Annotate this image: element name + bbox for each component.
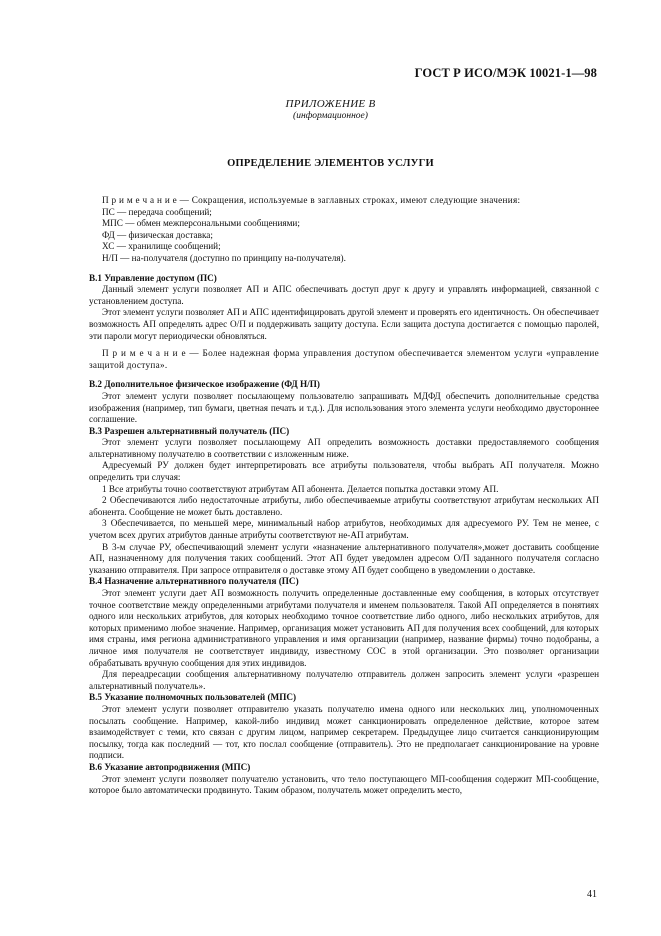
abbrev-item: ФД — физическая доставка;	[102, 229, 213, 240]
paragraph: Для переадресации сообщения альтернативному получателю отправитель должен запросить элемент услуги «разрешен альтернативный получатель».	[89, 669, 599, 691]
paragraph: Этот элемент услуги дает АП возможность получить определенные доставленные ему сообщения, в которых отсутствует точное соответствие между определенными атрибутами получателя и именем пользователя. Такой АП определяется в понятиях одного или нескольких атрибутов, для которых необходимо точное соответствие либо одного, либо нескольких атрибутов, для которых применимо любое значение. Например, организация может установить АП для получения всех сообщений, для которых имя страны, имя региона административного управления и имя организации (например, название фирмы) точно подобраны, а личное имя получателя не соответствует индивиду, известному СОС в этой организации. Это позволяет организации обрабатывать вручную сообщения для этих индивидов.	[89, 588, 599, 668]
section-heading-b4: В.4 Назначение альтернативного получателя (ПС)	[89, 576, 299, 587]
abbrev-item: Н/П — на-получателя (доступно по принципу на-получателя).	[102, 252, 346, 263]
paragraph: Этот элемент услуги позволяет АП и АПС идентифицировать другой элемент и проверять его идентичность. Он обеспечивает возможность АП определять адрес О/П и поддерживать защиту доступа. Если защита доступа достигается с помощью паролей, эти пароли могут периодически обновляться.	[89, 307, 599, 341]
paragraph: Данный элемент услуги позволяет АП и АПС обеспечивать доступ друг к другу и управлять информацией, связанной с установлением доступа.	[89, 284, 599, 306]
section-note: П р и м е ч а н и е — Более надежная форма управления доступом обеспечивается элементом услуги «управление защитой доступа».	[89, 348, 599, 370]
paragraph: Этот элемент услуги позволяет посылающему АП определить возможность доставки предоставляемого сообщения альтернативному получателю в соответствии с изложенным ниже.	[89, 437, 599, 459]
page-title: ОПРЕДЕЛЕНИЕ ЭЛЕМЕНТОВ УСЛУГИ	[227, 158, 434, 169]
case-item: 1 Все атрибуты точно соответствуют атрибутам АП абонента. Делается попытка доставки этому АП.	[102, 483, 499, 494]
section-heading-b6: В.6 Указание автопродвижения (МПС)	[89, 761, 251, 772]
paragraph: В 3-м случае РУ, обеспечивающий элемент услуги «назначение альтернативного получателя»,может доставить сообщение АП, назначенному для получения таких сообщений. Этот АП будет уведомлен адресом О/П заданного получателя согласно указанию отправителя. При запросе отправителя о доставке этому АП будет сообщено в уведомлении о доставке.	[89, 541, 599, 575]
section-heading-b3: В.3 Разрешен альтернативный получатель (ПС)	[89, 425, 290, 436]
paragraph: Адресуемый РУ должен будет интерпретировать все атрибуты пользователя, чтобы выбрать АП получателя. Можно определить три случая:	[89, 460, 599, 483]
section-heading-b5: В.5 Указание полномочных пользователей (МПС)	[89, 692, 297, 703]
paragraph: Этот элемент услуги позволяет посылающему пользователю запрашивать МДФД обеспечить дополнительные средства изображения (например, тип бумаги, цветная печать и т.д.). Для использования этого элемента услуги необходимо двустороннее соглашение.	[89, 390, 599, 425]
section-heading-b2: В.2 Дополнительное физическое изображение (ФД Н/П)	[89, 379, 320, 390]
case-item: 3 Обеспечивается, по меньшей мере, минимальный набор атрибутов, необходимых для адресуемого РУ. Тем не менее, с учетом всех других атрибутов данные атрибуты соответствуют не-АП атрибутам.	[89, 518, 599, 541]
abbrev-item: МПС — обмен межперсональными сообщениями;	[102, 218, 300, 229]
paragraph: Этот элемент услуги позволяет получателю установить, что тело поступающего МП-сообщения содержит МП-сообщение, которое было автоматически продвинуто. Таким образом, получатель может определить место,	[89, 773, 599, 796]
case-item: 2 Обеспечиваются либо недостаточные атрибуты, либо обеспечиваемые атрибуты соответствуют атрибутам нескольких АП абонента. Сообщение не может быть доставлено.	[89, 495, 599, 517]
paragraph: Этот элемент услуги позволяет отправителю указать получателю имена одного или нескольких лиц, уполномоченных посылать сообщение. Например, какой-либо индивид может санкционировать определенное действие, которое затем взаимодействует с теми, кто связан с другим лицом, например секретарем. Предыдущее лицо считается санкционирующим посылку, тогда как последний — тот, кто послал сообщение (отправитель). Это не предполагает санкционирование на уровне подписи.	[89, 703, 599, 761]
appendix-label: ПРИЛОЖЕНИЕ В	[285, 98, 376, 110]
standard-code-header: ГОСТ Р ИСО/МЭК 10021-1—98	[414, 66, 597, 80]
abbrev-item: ПС — передача сообщений;	[102, 206, 212, 217]
document-body	[89, 195, 599, 797]
page-number: 41	[587, 889, 597, 900]
appendix-note: (информационное)	[293, 111, 368, 121]
abbrev-item: ХС — хранилище сообщений;	[102, 241, 221, 252]
section-heading-b1: В.1 Управление доступом (ПС)	[89, 272, 217, 283]
intro-note-lead: П р и м е ч а н и е — Сокращения, используемые в заглавных строках, имеют следующие значения:	[102, 195, 521, 205]
